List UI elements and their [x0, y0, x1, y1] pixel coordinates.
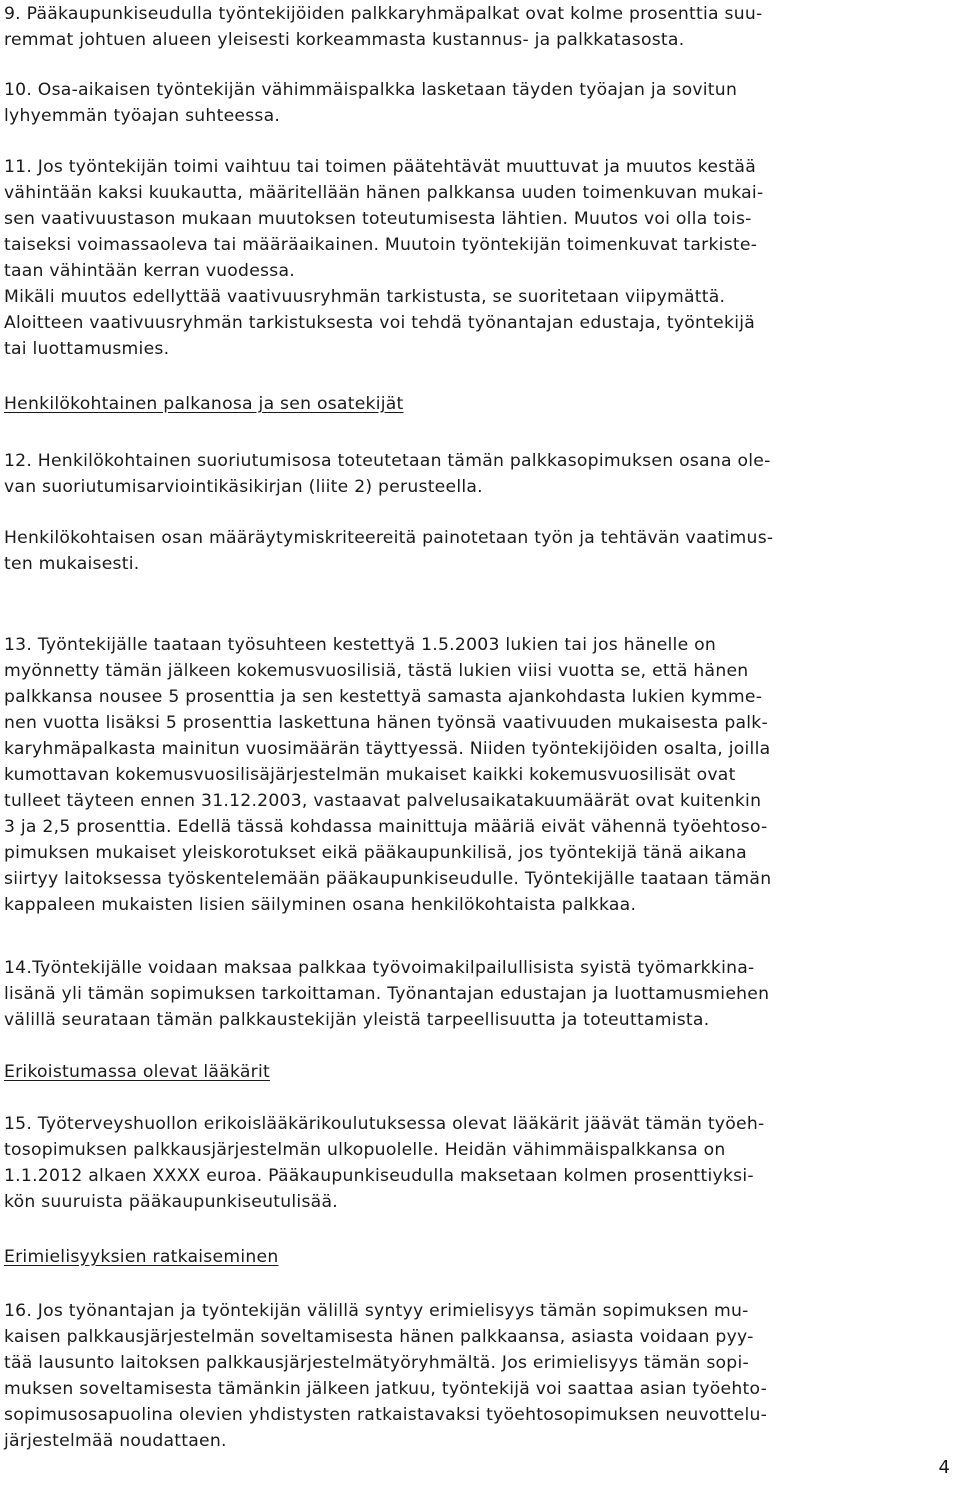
section-heading-personal-pay: Henkilökohtainen palkanosa ja sen osatekijät [4, 394, 404, 414]
text-line: kön suuruista pääkaupunkiseutulisää. [4, 1192, 338, 1212]
text-line: remmat johtuen alueen yleisesti korkeammasta kustannus- ja palkkatasosta. [4, 30, 685, 50]
page-number: 4 [938, 1457, 950, 1478]
text-line: 3 ja 2,5 prosenttia. Edellä tässä kohdassa mainittuja määriä eivät vähennä työehtoso- [4, 817, 768, 837]
text-line: taan vähintään kerran vuodessa. [4, 261, 295, 281]
text-line: 9. Pääkaupunkiseudulla työntekijöiden palkkaryhmäpalkat ovat kolme prosenttia suu- [4, 4, 763, 24]
text-line: 13. Työntekijälle taataan työsuhteen kestettyä 1.5.2003 lukien tai jos hänelle on [4, 635, 717, 655]
text-line: ten mukaisesti. [4, 554, 140, 574]
text-line: tää lausunto laitoksen palkkausjärjestelmätyöryhmältä. Jos erimielisyys tämän sopi- [4, 1353, 749, 1373]
text-line: 11. Jos työntekijän toimi vaihtuu tai toimen päätehtävät muuttuvat ja muutos kestää [4, 157, 756, 177]
text-line: van suoriutumisarviointikäsikirjan (liite 2) perusteella. [4, 477, 483, 497]
text-line: 1.1.2012 alkaen XXXX euroa. Pääkaupunkiseudulla maksetaan kolmen prosenttiyksi- [4, 1166, 754, 1186]
text-line: 16. Jos työnantajan ja työntekijän välillä syntyy erimielisyys tämän sopimuksen mu- [4, 1301, 749, 1321]
text-line: myönnetty tämän jälkeen kokemusvuosilisiä, tästä lukien viisi vuotta se, että hänen [4, 661, 749, 681]
text-line: Henkilökohtaisen osan määräytymiskriteereitä painotetaan työn ja tehtävän vaatimus- [4, 528, 774, 548]
text-line: taiseksi voimassaoleva tai määräaikainen. Muutoin työntekijän toimenkuvat tarkiste- [4, 235, 758, 255]
text-line: nen vuotta lisäksi 5 prosenttia laskettuna hänen työnsä vaativuuden mukaisesta palk- [4, 713, 768, 733]
section-heading-specialists: Erikoistumassa olevat lääkärit [4, 1062, 270, 1082]
text-line: muksen soveltamisesta tämänkin jälkeen jatkuu, työntekijä voi saattaa asian työehto- [4, 1379, 768, 1399]
text-line: Aloitteen vaativuusryhmän tarkistuksesta voi tehdä työnantajan edustaja, työntekijä [4, 313, 756, 333]
text-line: vähintään kaksi kuukautta, määritellään hänen palkkansa uuden toimenkuvan mukai- [4, 183, 764, 203]
text-line: lyhyemmän työajan suhteessa. [4, 106, 281, 126]
text-line: pimuksen mukaiset yleiskorotukset eikä pääkaupunkilisä, jos työntekijä tänä aikana [4, 843, 747, 863]
text-line: siirtyy laitoksessa työskentelemään pääkaupunkiseudulle. Työntekijälle taataan tämän [4, 869, 772, 889]
text-line: karyhmäpalkasta mainitun vuosimäärän täyttyessä. Niiden työntekijöiden osalta, joilla [4, 739, 771, 759]
text-line: kaisen palkkausjärjestelmän soveltamisesta hänen palkkaansa, asiasta voidaan pyy- [4, 1327, 754, 1347]
text-line: Mikäli muutos edellyttää vaativuusryhmän tarkistusta, se suoritetaan viipymättä. [4, 287, 726, 307]
text-line: sopimusosapuolina olevien yhdistysten ratkaistavaksi työehtosopimuksen neuvottelu- [4, 1405, 768, 1425]
text-line: palkkansa nousee 5 prosenttia ja sen kestettyä samasta ajankohdasta lukien kymme- [4, 687, 763, 707]
text-line: tai luottamusmies. [4, 339, 170, 359]
text-line: lisänä yli tämän sopimuksen tarkoittaman. Työnantajan edustajan ja luottamusmiehen [4, 984, 770, 1004]
text-line: kappaleen mukaisten lisien säilyminen osana henkilökohtaista palkkaa. [4, 895, 637, 915]
text-line: 15. Työterveyshuollon erikoislääkärikoulutuksessa olevat lääkärit jäävät tämän työeh- [4, 1114, 765, 1134]
text-line: tulleet täyteen ennen 31.12.2003, vastaavat palvelusaikatakuumäärät ovat kuitenkin [4, 791, 762, 811]
text-line: sen vaativuustason mukaan muutoksen toteutumisesta lähtien. Muutos voi olla tois- [4, 209, 752, 229]
text-line: kumottavan kokemusvuosilisäjärjestelmän mukaiset kaikki kokemusvuosilisät ovat [4, 765, 736, 785]
text-line: tosopimuksen palkkausjärjestelmän ulkopuolelle. Heidän vähimmäispalkkansa on [4, 1140, 726, 1160]
text-line: välillä seurataan tämän palkkaustekijän yleistä tarpeellisuutta ja toteuttamista. [4, 1010, 710, 1030]
text-line: 14.Työntekijälle voidaan maksaa palkkaa työvoimakilpailullisista syistä työmarkkina- [4, 958, 755, 978]
text-line: 12. Henkilökohtainen suoriutumisosa toteutetaan tämän palkkasopimuksen osana ole- [4, 451, 771, 471]
section-heading-disputes: Erimielisyyksien ratkaiseminen [4, 1247, 279, 1267]
text-line: järjestelmää noudattaen. [4, 1431, 227, 1451]
text-line: 10. Osa-aikaisen työntekijän vähimmäispalkka lasketaan täyden työajan ja sovitun [4, 80, 738, 100]
